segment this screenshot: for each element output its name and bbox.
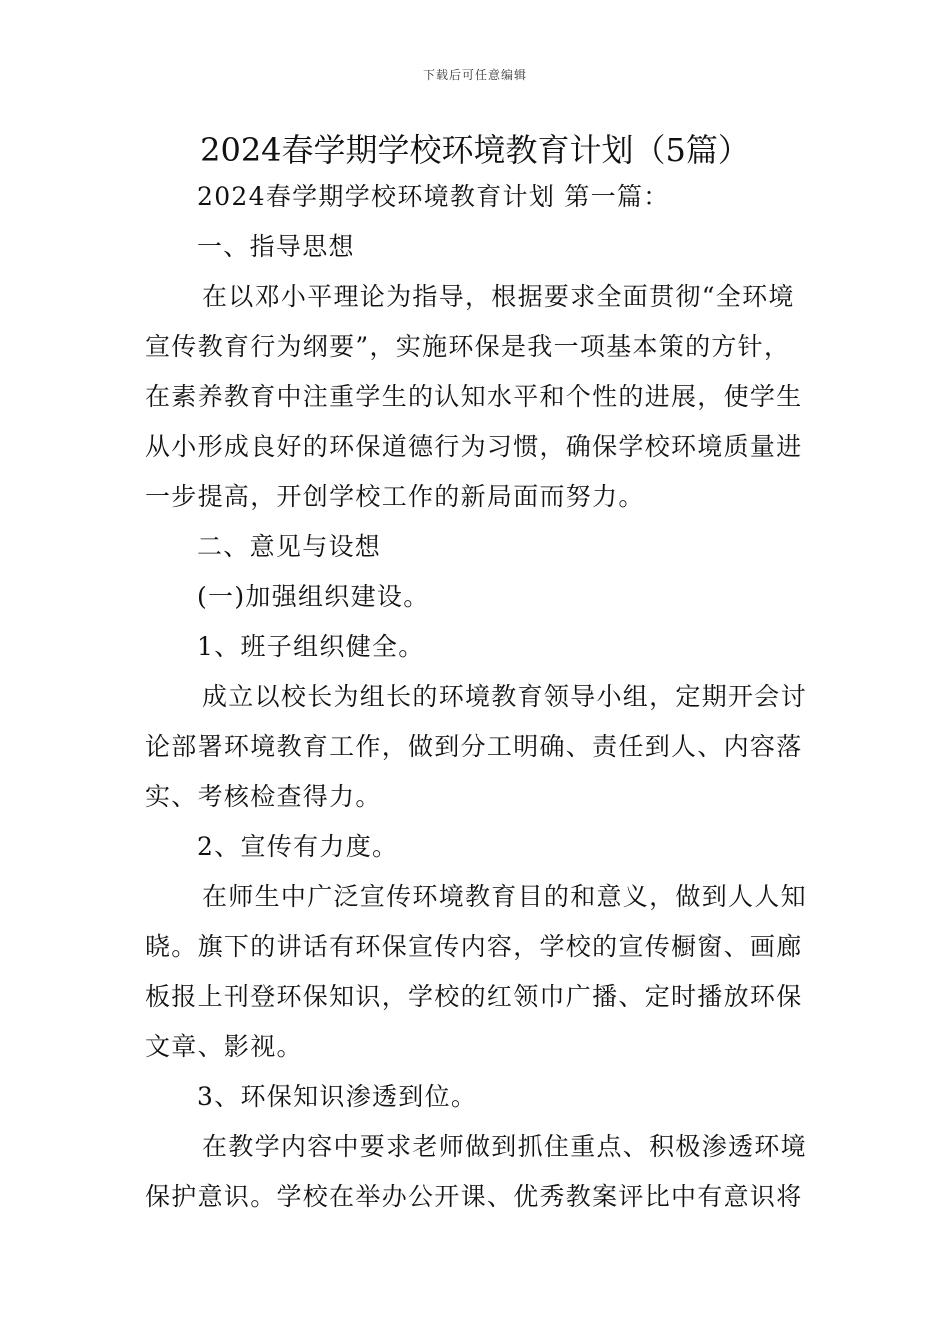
text-line: 在师生中广泛宣传环境教育目的和意义，做到人人知 — [202, 882, 807, 911]
document-body — [145, 172, 810, 1222]
text-line: 1、班子组织健全。 — [197, 632, 425, 661]
text-line: 保护意识。学校在举办公开课、优秀教案评比中有意识将 — [145, 1182, 803, 1211]
text-line: 论部署环境教育工作，做到分工明确、责任到人、内容落 — [145, 732, 803, 761]
text-line: 在素养教育中注重学生的认知水平和个性的进展，使学生 — [145, 382, 803, 411]
text-line: 实、考核检查得力。 — [145, 782, 382, 811]
text-line: 在教学内容中要求老师做到抓住重点、积极渗透环境 — [202, 1132, 807, 1161]
text-line: 二、意见与设想 — [197, 532, 382, 561]
text-line: 3、环保知识渗透到位。 — [197, 1082, 478, 1111]
document-title: 2024春学期学校环境教育计划（5篇） — [200, 131, 750, 169]
text-line: 板报上刊登环保知识，学校的红领巾广播、定时播放环保 — [145, 982, 803, 1011]
text-line: 宣传教育行为纲要”，实施环保是我一项基本策的方针， — [145, 332, 791, 361]
text-line: 2024春学期学校环境教育计划 第一篇： — [197, 182, 670, 211]
text-line: 一步提高，开创学校工作的新局面而努力。 — [145, 482, 645, 511]
text-line: 在以邓小平理论为指导，根据要求全面贯彻“全环境 — [202, 282, 795, 311]
text-line: 一、指导思想 — [197, 232, 355, 261]
text-line: (一)加强组织建设。 — [197, 582, 430, 611]
text-line: 从小形成良好的环保道德行为习惯，确保学校环境质量进 — [145, 432, 803, 461]
text-line: 文章、影视。 — [145, 1032, 303, 1061]
text-line: 2、宣传有力度。 — [197, 832, 399, 861]
text-line: 成立以校长为组长的环境教育领导小组，定期开会讨 — [202, 682, 807, 711]
header-note: 下载后可任意编辑 — [422, 68, 527, 82]
text-line: 晓。旗下的讲话有环保宣传内容，学校的宣传橱窗、画廊 — [145, 932, 803, 961]
